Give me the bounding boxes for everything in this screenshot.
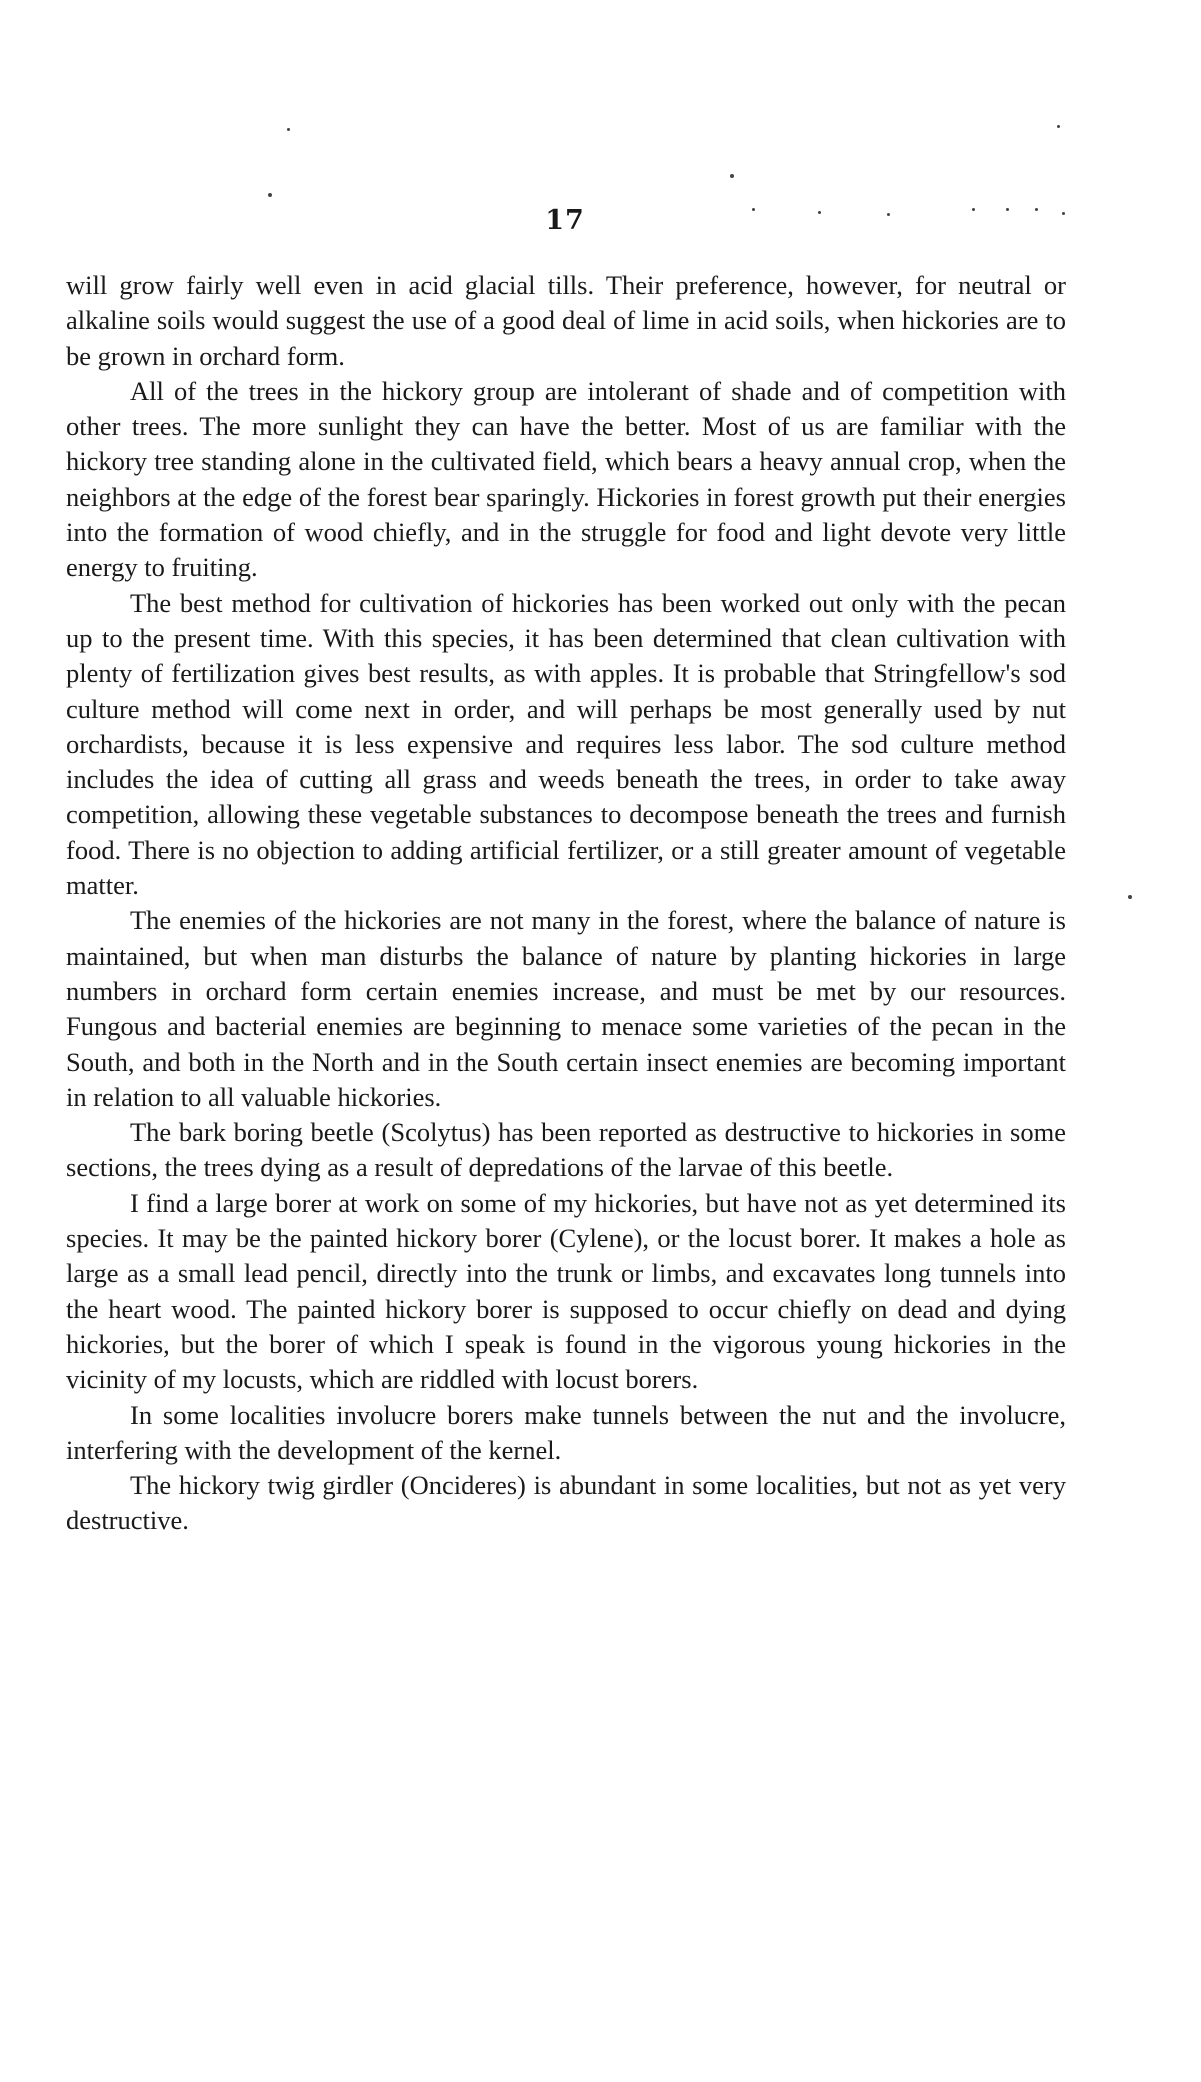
paragraph-enemies: The enemies of the hickories are not many in the forest, where the balance of nature is maintained, but when man disturbs the balance of nature by planting hickories in large numbers in orchard form certain enemies increase, and must be met by our resources. Fungous and bacterial enemies are beginning to menace some varieties of the pecan in the South, and both in the North and in the South certain insect enemies are becoming important in relation to all valuable hickories. <box>66 905 1066 1112</box>
scan-speck <box>1057 125 1060 128</box>
scan-speck <box>1128 895 1132 899</box>
paragraph-twig-girdler: The hickory twig girdler (Oncideres) is abundant in some localities, but not as yet very destructive. <box>66 1470 1066 1536</box>
page-number: 17 <box>545 205 585 236</box>
body-text <box>66 268 1066 1539</box>
paragraph-shade-tolerance: All of the trees in the hickory group are intolerant of shade and of competition with other trees. The more sunlight they can have the better. Most of us are familiar with the hickory tree standing alone in the cultivated field, which bears a heavy annual crop, when the neighbors at the edge of the forest bear sparingly. Hickories in forest growth put their energies into the formation of wood chiefly, and in the struggle for food and light devote very little energy to fruiting. <box>66 375 1066 583</box>
paragraph-involucre-borers: In some localities involucre borers make tunnels between the nut and the involucre, interfering with the development of the kernel. <box>66 1399 1066 1465</box>
paragraph-continuation: will grow fairly well even in acid glacial tills. Their preference, however, for neutral or alkaline soils would suggest the use of a good deal of lime in acid soils, when hickories are to be grown in orchard form. <box>66 270 1066 371</box>
paragraph-cultivation-method: The best method for cultivation of hickories has been worked out only with the pecan up to the present time. With this species, it has been determined that clean cultivation with plenty of fertilization gives best results, as with apples. It is probable that Stringfellow's sod culture method will come next in order, and will perhaps be most generally used by nut orchardists, because it is less expensive and requires less labor. The sod culture method includes the idea of cutting all grass and weeds beneath the trees, in order to take away competition, allowing these vegetable substances to decompose beneath the trees and furnish food. There is no objection to adding artificial fertilizer, or a still greater amount of vegetable matter. <box>66 587 1066 901</box>
scan-speck <box>268 193 272 197</box>
scan-speck <box>730 174 734 178</box>
scan-speck <box>287 128 290 131</box>
paragraph-bark-beetle: The bark boring beetle (Scolytus) has been reported as destructive to hickories in some sections, the trees dying as a result of depredations of the larvae of this beetle. <box>66 1117 1066 1183</box>
paragraph-large-borer: I find a large borer at work on some of my hickories, but have not as yet determined its species. It may be the painted hickory borer (Cylene), or the locust borer. It makes a hole as large as a small lead pencil, directly into the trunk or limbs, and excavates long tunnels into the heart wood. The painted hickory borer is supposed to occur chiefly on dead and dying hickories, but the borer of which I speak is found in the vigorous young hickories in the vicinity of my locusts, which are riddled with locust borers. <box>66 1187 1066 1395</box>
